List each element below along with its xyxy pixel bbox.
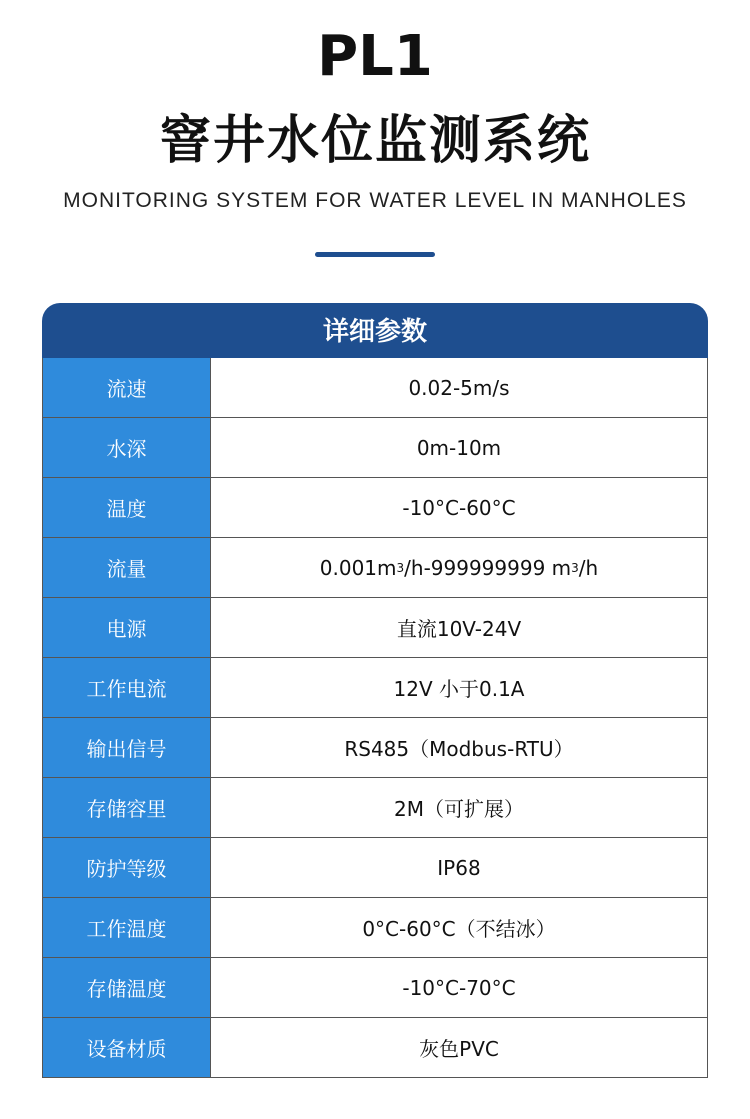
row-label: 存储温度	[43, 958, 211, 1017]
table-row	[42, 538, 708, 598]
table-row	[42, 478, 708, 538]
row-value: -10°C-70°C	[211, 958, 707, 1017]
flow-min-exponent: 3	[396, 560, 405, 575]
row-label: 流速	[43, 358, 211, 417]
row-label: 防护等级	[43, 838, 211, 897]
table-row	[42, 958, 708, 1018]
flow-min-value: 0.001m	[319, 555, 397, 580]
table-row	[42, 838, 708, 898]
table-row	[42, 658, 708, 718]
row-label: 设备材质	[43, 1018, 211, 1077]
model-title: PL1	[317, 24, 433, 89]
row-value: 0m-10m	[211, 418, 707, 477]
row-value: 直流10V-24V	[211, 598, 707, 657]
row-value: 灰色PVC	[211, 1018, 707, 1077]
flow-max-value: /h-999999999 m	[404, 555, 572, 580]
row-value: 0°C-60°C（不结冰）	[211, 898, 707, 957]
spec-table	[42, 303, 708, 1078]
row-label: 输出信号	[43, 718, 211, 777]
row-value: 2M（可扩展）	[211, 778, 707, 837]
row-label: 水深	[43, 418, 211, 477]
row-value	[211, 538, 707, 597]
table-row	[42, 778, 708, 838]
page-subtitle: MONITORING SYSTEM FOR WATER LEVEL IN MANHOLES	[63, 189, 687, 212]
table-row	[42, 898, 708, 958]
row-label: 电源	[43, 598, 211, 657]
row-value: RS485（Modbus-RTU）	[211, 718, 707, 777]
flow-unit-suffix: /h	[578, 555, 599, 580]
flow-max-exponent: 3	[571, 560, 579, 575]
row-value: -10°C-60°C	[211, 478, 707, 537]
spec-table-header: 详细参数	[42, 303, 708, 358]
row-label: 工作电流	[43, 658, 211, 717]
row-label: 存储容里	[43, 778, 211, 837]
row-label: 流量	[43, 538, 211, 597]
row-value: 12V 小于0.1A	[211, 658, 707, 717]
row-value: IP68	[211, 838, 707, 897]
table-row	[42, 718, 708, 778]
table-row	[42, 598, 708, 658]
table-row	[42, 418, 708, 478]
table-row	[42, 1018, 708, 1078]
page-title: 窨井水位监测系统	[158, 111, 591, 171]
table-row	[42, 358, 708, 418]
row-label: 温度	[43, 478, 211, 537]
row-value: 0.02-5m/s	[211, 358, 707, 417]
row-label: 工作温度	[43, 898, 211, 957]
title-divider	[315, 252, 435, 257]
